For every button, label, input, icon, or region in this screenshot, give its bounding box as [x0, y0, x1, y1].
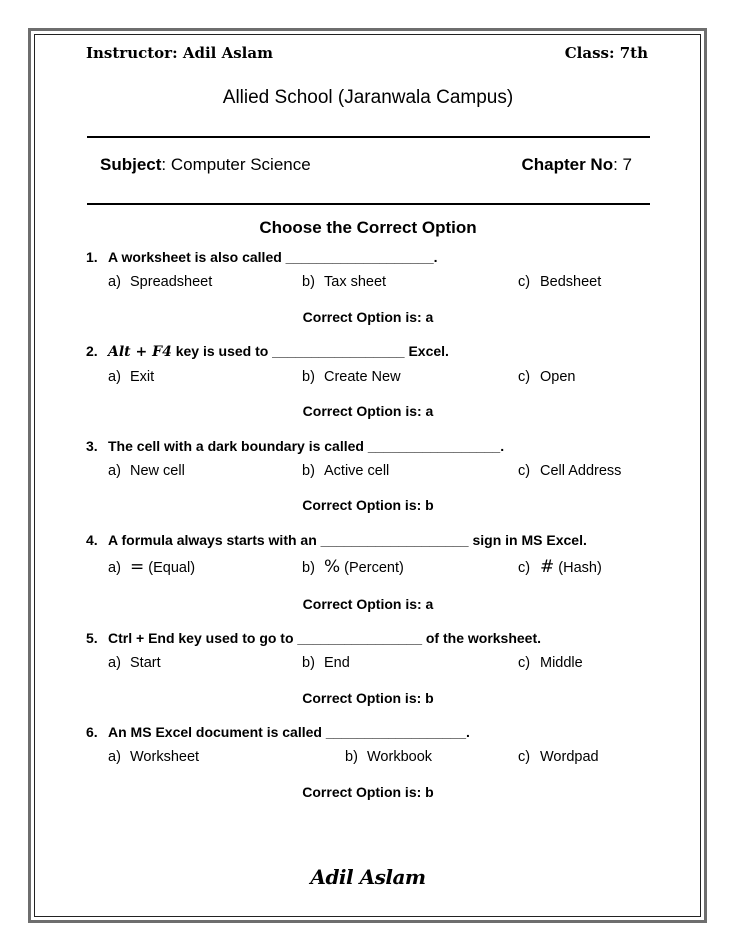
- question-number: 5.: [86, 630, 98, 646]
- option-c: [518, 557, 602, 577]
- class-label: Class: 7th: [564, 44, 648, 62]
- option-label: c): [518, 274, 531, 290]
- correct-option: Correct Option is: a: [302, 403, 434, 419]
- option-b: [302, 369, 401, 385]
- question-text: Ctrl + End key used to go to ________________ of the worksheet.: [108, 630, 542, 646]
- option-label: c): [518, 749, 531, 765]
- option-c: [518, 655, 583, 671]
- question-text: An MS Excel document is called __________________.: [108, 724, 470, 740]
- option-text: (Hash): [554, 560, 602, 576]
- option-text: Exit: [130, 369, 155, 385]
- option-a: [108, 369, 154, 385]
- option-a: [108, 749, 199, 765]
- option-text: Create New: [324, 369, 401, 385]
- question-1: [86, 249, 438, 265]
- option-label: c): [518, 463, 531, 479]
- question-6: [86, 724, 470, 740]
- question-text: A formula always starts with an ___________________ sign in MS Excel.: [108, 532, 587, 548]
- question-number: 6.: [86, 724, 98, 740]
- question-5: [86, 630, 541, 646]
- option-label: b): [302, 463, 315, 479]
- subject-value: : Computer Science: [161, 155, 311, 174]
- option-c: [518, 369, 575, 385]
- option-b: [302, 557, 404, 577]
- option-label: b): [302, 560, 315, 576]
- option-a: [108, 463, 185, 479]
- question-number: 4.: [86, 532, 98, 548]
- option-b: [302, 274, 386, 290]
- option-b: [345, 749, 432, 765]
- option-text: Middle: [540, 655, 583, 671]
- option-label: a): [108, 463, 121, 479]
- question-number: 1.: [86, 249, 98, 265]
- option-label: a): [108, 655, 121, 671]
- option-label: c): [518, 369, 531, 385]
- chapter-label: Chapter No: [521, 155, 614, 174]
- question-2: [86, 343, 449, 360]
- option-a: [108, 557, 195, 577]
- option-text: (Percent): [340, 560, 404, 576]
- correct-option: Correct Option is: b: [302, 690, 434, 706]
- option-text: End: [324, 655, 350, 671]
- option-text: Tax sheet: [324, 274, 387, 290]
- question-number: 3.: [86, 438, 98, 454]
- option-label: b): [345, 749, 358, 765]
- question-number: 2.: [86, 343, 98, 359]
- option-label: a): [108, 749, 121, 765]
- option-b: [302, 655, 350, 671]
- option-b: [302, 463, 389, 479]
- header-rule-bottom: [87, 203, 650, 205]
- hash-symbol: #: [540, 557, 555, 577]
- section-title: Choose the Correct Option: [259, 218, 477, 237]
- option-text: Start: [130, 655, 161, 671]
- option-a: [108, 655, 161, 671]
- key-combination: Alt + F4: [108, 344, 172, 360]
- option-text: Bedsheet: [540, 274, 602, 290]
- option-label: a): [108, 369, 121, 385]
- option-label: c): [518, 560, 531, 576]
- option-text: Cell Address: [540, 463, 622, 479]
- question-text: The cell with a dark boundary is called _________________.: [108, 438, 505, 454]
- option-label: b): [302, 655, 315, 671]
- option-label: b): [302, 274, 315, 290]
- option-label: c): [518, 655, 531, 671]
- question-text: A worksheet is also called ___________________.: [108, 249, 438, 265]
- option-c: [518, 749, 599, 765]
- instructor-name: Instructor: Adil Aslam: [86, 44, 273, 62]
- school-title: Allied School (Jaranwala Campus): [222, 87, 514, 108]
- option-c: [518, 274, 601, 290]
- chapter-value: : 7: [613, 155, 632, 174]
- correct-option: Correct Option is: a: [302, 309, 434, 325]
- option-text: Worksheet: [130, 749, 200, 765]
- subject-label: Subject: [100, 155, 162, 174]
- option-c: [518, 463, 621, 479]
- percent-symbol: %: [324, 557, 341, 577]
- equal-symbol: =: [130, 557, 145, 577]
- option-text: Workbook: [367, 749, 433, 765]
- correct-option: Correct Option is: a: [302, 596, 434, 612]
- question-text: key is used to _________________ Excel.: [171, 343, 449, 359]
- option-label: a): [108, 274, 121, 290]
- chapter-line: [521, 155, 632, 175]
- option-text: Spreadsheet: [130, 274, 213, 290]
- question-4: [86, 532, 587, 548]
- option-a: [108, 274, 212, 290]
- subject-line: [100, 155, 311, 175]
- option-text: Open: [540, 369, 576, 385]
- signature: Adil Aslam: [310, 865, 426, 889]
- header-rule-top: [87, 136, 650, 138]
- option-text: New cell: [130, 463, 185, 479]
- option-label: a): [108, 560, 121, 576]
- option-text: Active cell: [324, 463, 390, 479]
- option-text: (Equal): [144, 560, 196, 576]
- option-label: b): [302, 369, 315, 385]
- correct-option: Correct Option is: b: [302, 497, 434, 513]
- correct-option: Correct Option is: b: [302, 784, 434, 800]
- question-3: [86, 438, 504, 454]
- option-text: Wordpad: [540, 749, 599, 765]
